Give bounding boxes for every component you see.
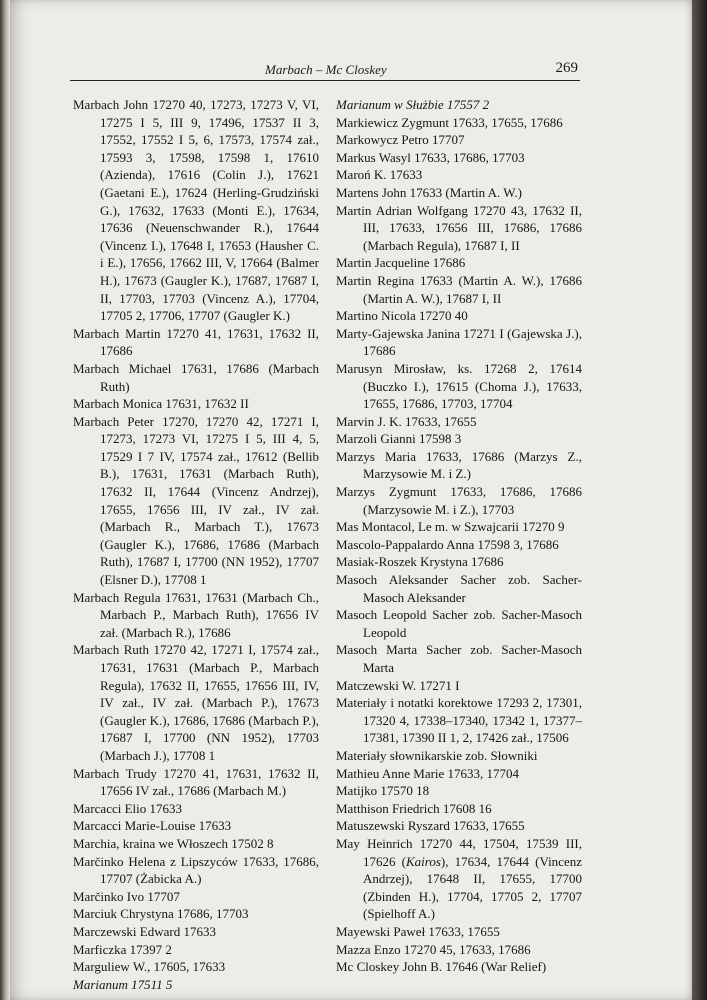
index-entry: Marbach John 17270 40, 17273, 17273 V, VI, 17275 I 5, III 9, 17496, 17537 II 3, 17552, 17552 I 5, 6, 17573, 17574 zał., 17593 3, 17598, 17598 1, 17610 (Azienda), 17616 (Colin J.), 17621 (Gaetani E.), 17624 (Herling-Grudziński G.), 17632, 17633 (Monti E.), 17634, 17636 (Neuenschwander R.), 17644 (Vincenz I.), 17648 I, 17653 (Hausher C. i E.), 17656, 17662 III, V, 17664 (Balmer H.), 17673 (Gaugler K.), 17687, 17687 I, II, 17703, 17703 (Vincenz A.), 17704, 17705 2, 17706, 17707 (Gaugler K.): [73, 97, 319, 324]
page-edge-shadow: [692, 0, 707, 1000]
index-entry: Marchia, kraina we Włoszech 17502 8: [73, 835, 274, 851]
index-column-right: [336, 96, 582, 976]
index-entry: Markowycz Petro 17707: [336, 132, 465, 148]
index-entry: Marčinko Helena z Lipszyców 17633, 17686, 17707 (Żabicka A.): [73, 853, 319, 887]
index-entry: Mathieu Anne Marie 17633, 17704: [336, 765, 520, 781]
index-entry: Marbach Michael 17631, 17686 (Marbach Ruth): [73, 360, 319, 394]
index-entry: Marficzka 17397 2: [73, 941, 172, 957]
italic-title: Kairos: [405, 853, 441, 869]
index-entry: Marzys Maria 17633, 17686 (Marzys Z., Marzysowie M. i Z.): [336, 448, 582, 482]
index-entry: Marbach Ruth 17270 42, 17271 I, 17574 zał., 17631, 17631 (Marbach P., Marbach Regula), 17632 II, 17655, 17656 III, IV, IV zał., IV zał. (Marbach P.), 17673 (Gaugler K.), 17686, 17686 (Marbach P.), 17687 I, 17700 (NN 1952), 17703 (Marbach J.), 17708 1: [73, 642, 319, 763]
index-entry: Martin Regina 17633 (Martin A. W.), 17686 (Martin A. W.), 17687 I, II: [336, 272, 582, 306]
index-entry: Materiały słownikarskie zob. Słowniki: [336, 747, 538, 763]
index-entry: Markiewicz Zygmunt 17633, 17655, 17686: [336, 114, 563, 130]
index-entry: Marvin J. K. 17633, 17655: [336, 413, 477, 429]
page-header: [70, 60, 580, 80]
index-entry: Matijko 17570 18: [336, 783, 430, 799]
index-entry: Marbach Monica 17631, 17632 II: [73, 396, 249, 412]
index-entry: Martin Adrian Wolfgang 17270 43, 17632 II, III, 17633, 17656 III, 17686, 17686 (Marbach Regula), 17687 I, II: [336, 202, 582, 253]
index-entry: Marciuk Chrystyna 17686, 17703: [73, 906, 249, 922]
index-entry: Masoch Aleksander Sacher zob. Sacher-Masoch Aleksander: [336, 572, 582, 605]
index-entry: Martino Nicola 17270 40: [336, 308, 468, 324]
header-rule: [70, 80, 580, 81]
index-entry: Matczewski W. 17271 I: [336, 677, 460, 693]
index-entry: Markus Wasyl 17633, 17686, 17703: [336, 149, 525, 165]
index-entry: Marianum 17511 5: [73, 976, 173, 992]
index-entry: Materiały i notatki korektowe 17293 2, 17301, 17320 4, 17338–17340, 17342 1, 17377–17381, 17390 II 1, 2, 17426 zał., 17506: [336, 695, 582, 746]
index-entry: Marčinko Ivo 17707: [73, 888, 180, 904]
page-number: 269: [555, 60, 578, 76]
index-entry: Masoch Marta Sacher zob. Sacher-Masoch Marta: [336, 642, 582, 675]
index-entry: Maroń K. 17633: [336, 167, 423, 183]
index-entry: Martin Jacqueline 17686: [336, 255, 466, 271]
index-entry: Mas Montacol, Le m. w Szwajcarii 17270 9: [336, 519, 565, 535]
index-entry: Marzoli Gianni 17598 3: [336, 431, 462, 447]
index-entry: Marczewski Edward 17633: [73, 923, 216, 939]
index-entry: Marzys Zygmunt 17633, 17686, 17686 (Marzysowie M. i Z.), 17703: [336, 484, 582, 517]
index-entry: Mazza Enzo 17270 45, 17633, 17686: [336, 941, 531, 957]
index-entry: Masiak-Roszek Krystyna 17686: [336, 554, 504, 570]
index-entry: Matuszewski Ryszard 17633, 17655: [336, 818, 525, 834]
index-entry: Marusyn Mirosław, ks. 17268 2, 17614 (Buczko I.), 17615 (Choma J.), 17633, 17655, 17686, 17703, 17704: [336, 360, 582, 412]
index-entry: Mayewski Paweł 17633, 17655: [336, 923, 500, 939]
index-entry: Marcacci Elio 17633: [73, 800, 183, 816]
running-head: Marbach – Mc Closkey: [265, 62, 387, 77]
index-entry: Marty-Gajewska Janina 17271 I (Gajewska J.), 17686: [336, 325, 582, 359]
index-entry: Martens John 17633 (Martin A. W.): [336, 184, 522, 200]
index-entry: Matthison Friedrich 17608 16: [336, 800, 492, 816]
index-entry: Marbach Martin 17270 41, 17631, 17632 II, 17686: [73, 325, 319, 359]
index-entry: Marcacci Marie-Louise 17633: [73, 818, 232, 834]
index-entry: Marianum w Służbie 17557 2: [336, 97, 490, 112]
index-column-left: [73, 96, 319, 993]
index-entry: Marguliew W., 17605, 17633: [73, 959, 226, 975]
index-entry: Mc Closkey John B. 17646 (War Relief): [336, 959, 547, 975]
index-entry: Marbach Trudy 17270 41, 17631, 17632 II, 17656 IV zał., 17686 (Marbach M.): [73, 765, 319, 799]
index-entry: May Heinrich 17270 44, 17504, 17539 III, 17626 (Kairos), 17634, 17644 (Vincenz Andrzej), 17648 II, 17655, 17700 (Zbinden H.), 17704, 17705 2, 17707 (Spielhoff A.): [336, 835, 582, 922]
index-entry: Masoch Leopold Sacher zob. Sacher-Masoch Leopold: [336, 607, 582, 640]
index-entry: Mascolo-Pappalardo Anna 17598 3, 17686: [336, 536, 559, 552]
index-entry: Marbach Regula 17631, 17631 (Marbach Ch., Marbach P., Marbach Ruth), 17656 IV zał. (Marbach R.), 17686: [73, 589, 319, 640]
index-entry: Marbach Peter 17270, 17270 42, 17271 I, 17273, 17273 VI, 17275 I 5, III 4, 5, 17529 I 7 IV, 17574 zał., 17612 (Bellib B.), 17631, 17631 (Marbach Ruth), 17632 II, 17644 (Vincenz Andrzej), 17655, 17656 III, IV zał., IV zał. (Marbach R., Marbach T.), 17673 (Gaugler K.), 17686, 17686 (Marbach Ruth), 17687 I, 17700 (NN 1952), 17707 (Elsner D.), 17708 1: [73, 413, 319, 588]
book-spine-shadow: [0, 0, 10, 1000]
